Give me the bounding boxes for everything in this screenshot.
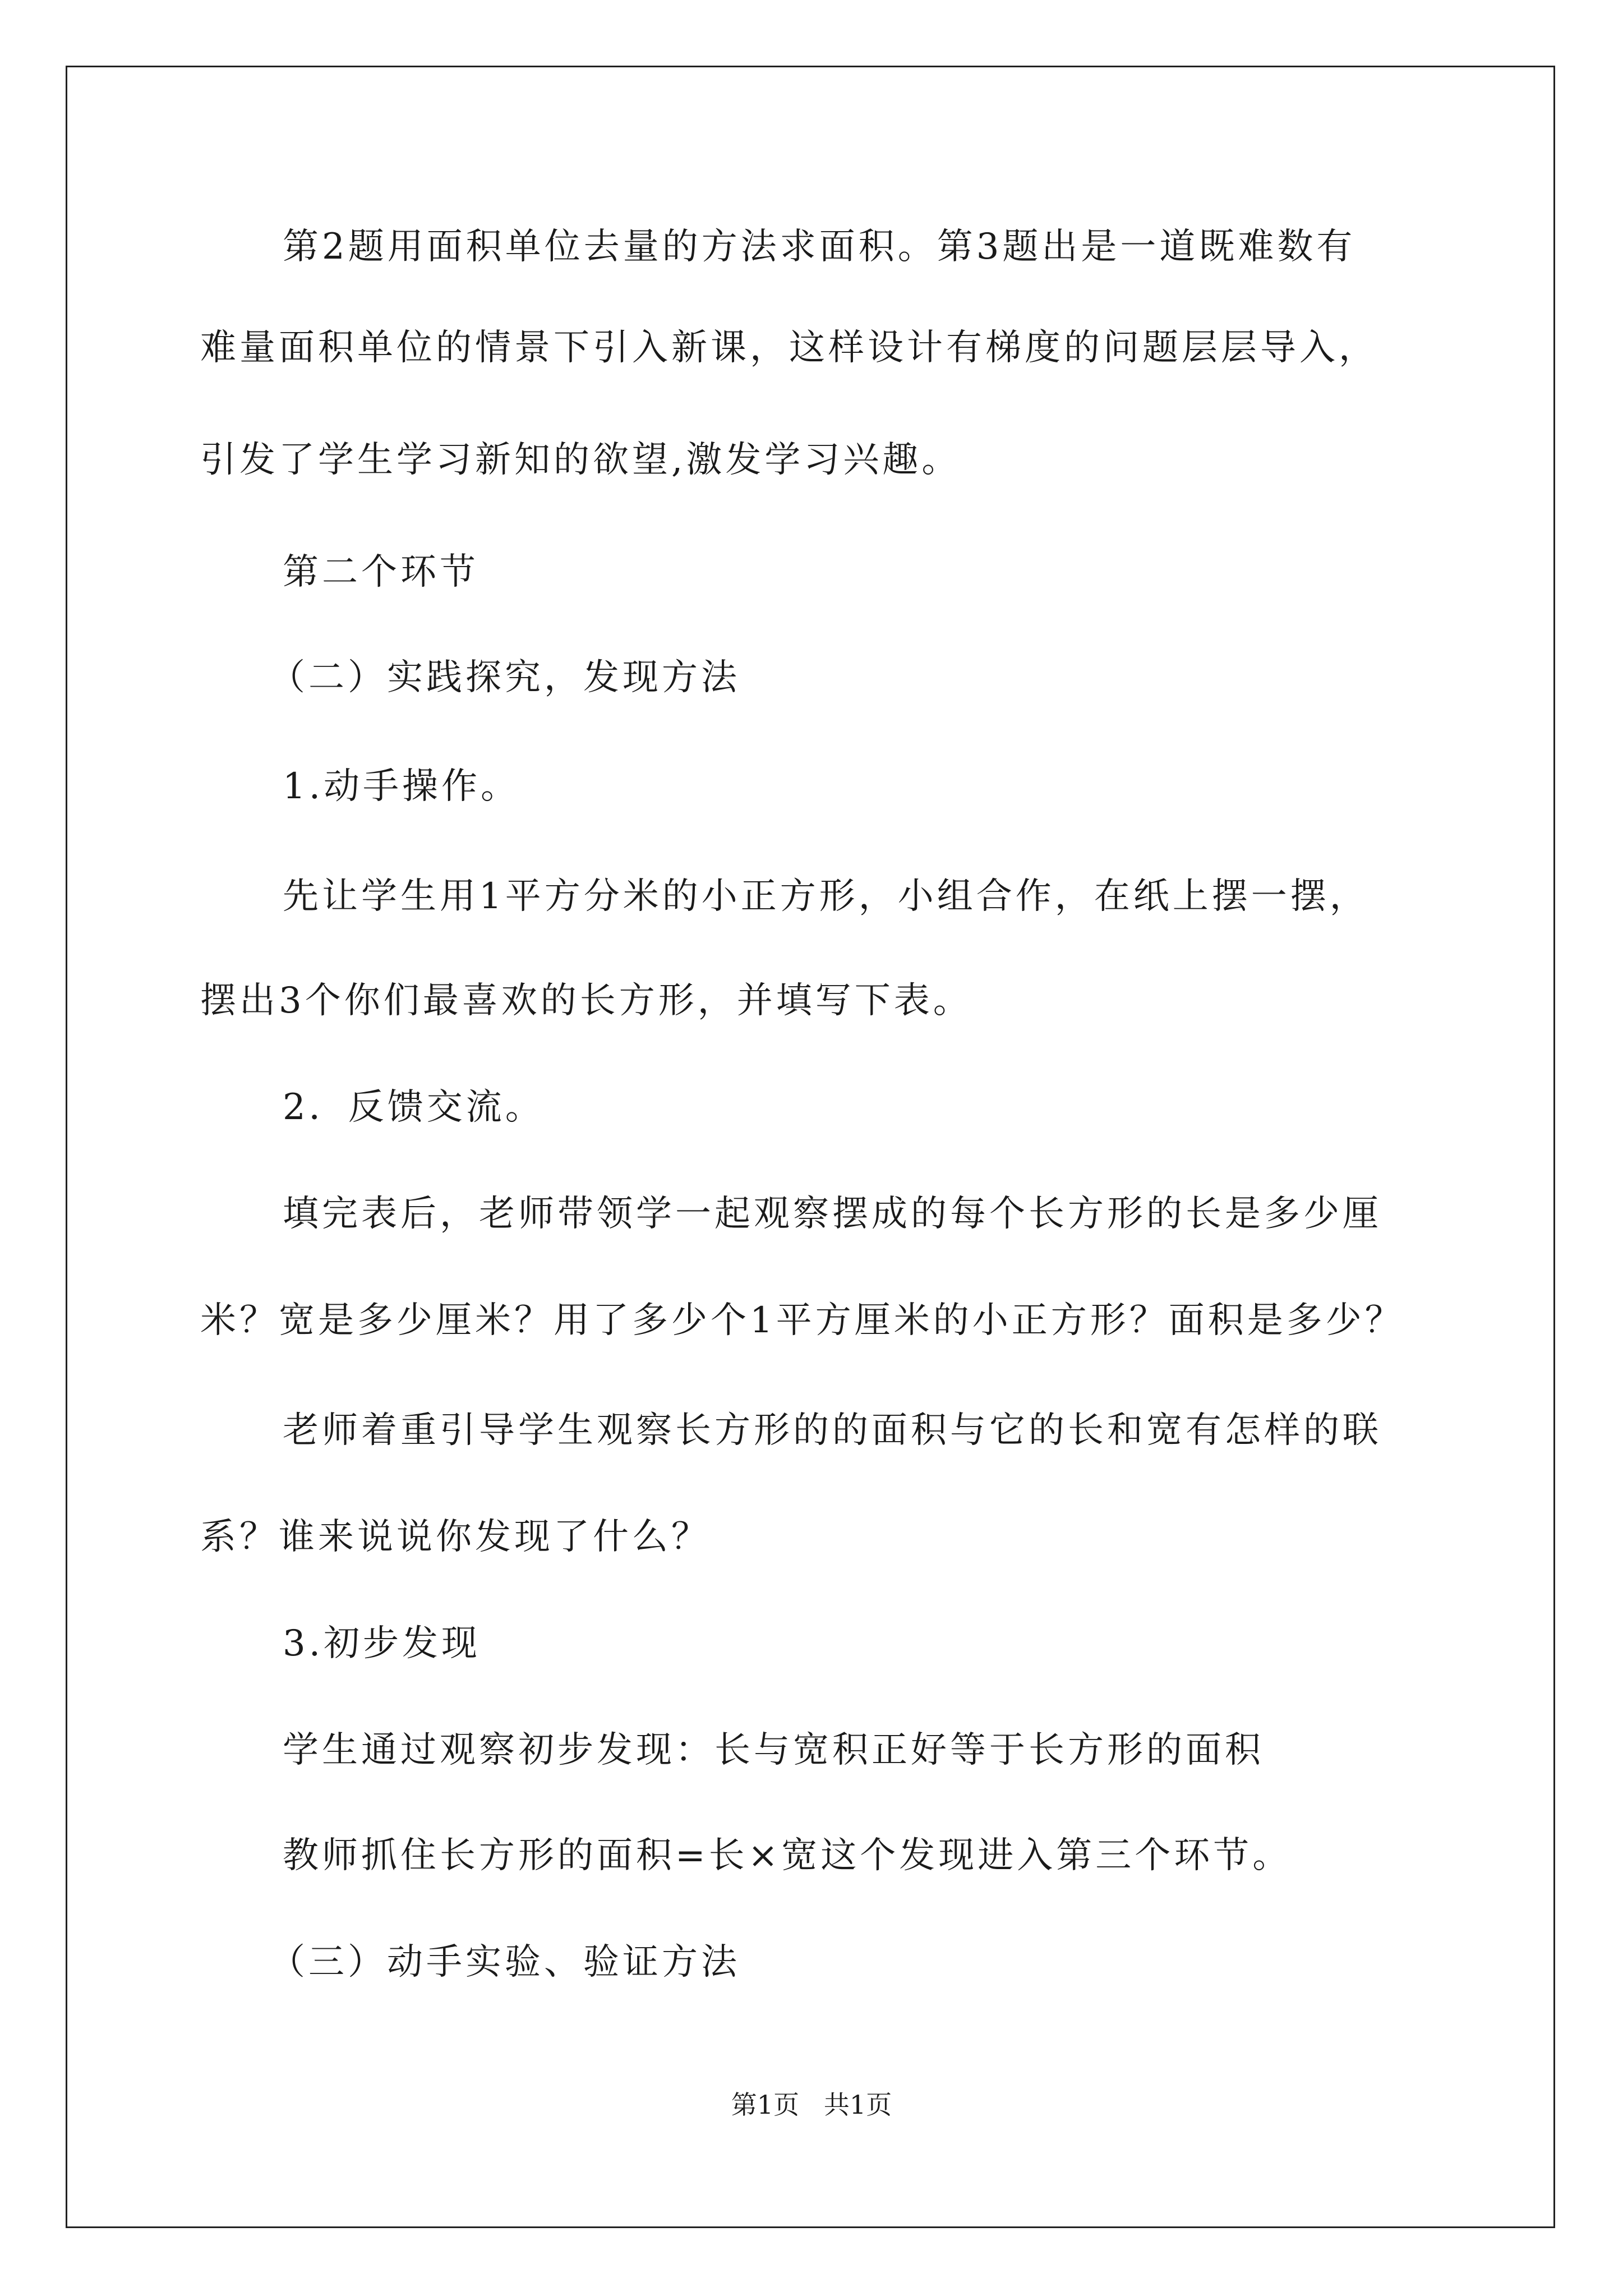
step-heading-1: 1.动手操作。	[283, 766, 520, 807]
paragraph-line-11: 米？宽是多少厘米？用了多少个1平方厘米的小正方形？面积是多少？	[200, 1300, 1404, 1341]
paragraph-line-7: 先让学生用1平方分米的小正方形，小组合作，在纸上摆一摆，	[283, 876, 1369, 917]
subsection-heading-2: （二）实践探究，发现方法	[269, 657, 740, 698]
paragraph-line-3: 引发了学生学习新知的欲望,激发学习兴趣。	[200, 439, 961, 481]
step-heading-2: 2．反馈交流。	[283, 1087, 545, 1128]
section-heading: 第二个环节	[283, 551, 479, 593]
step-heading-3: 3.初步发现	[283, 1623, 481, 1664]
paragraph-line-8: 摆出3个你们最喜欢的长方形，并填写下表。	[200, 980, 972, 1022]
paragraph-line-16: 教师抓住长方形的面积=长×宽这个发现进入第三个环节。	[283, 1835, 1292, 1876]
paragraph-line-1: 第2题用面积单位去量的方法求面积。第3题出是一道既难数有	[283, 226, 1356, 268]
paragraph-line-10: 填完表后，老师带领学一起观察摆成的每个长方形的长是多少厘	[283, 1193, 1382, 1235]
page-border	[66, 66, 1555, 2228]
paragraph-line-13: 系？谁来说说你发现了什么？	[200, 1516, 711, 1558]
page-footer: 第1页 共1页	[731, 2090, 892, 2120]
paragraph-line-12: 老师着重引导学生观察长方形的的面积与它的长和宽有怎样的联	[283, 1410, 1382, 1451]
paragraph-line-2: 难量面积单位的情景下引入新课，这样设计有梯度的问题层层导入，	[200, 327, 1378, 369]
subsection-heading-3: （三）动手实验、验证方法	[269, 1941, 740, 1983]
paragraph-line-15: 学生通过观察初步发现：长与宽积正好等于长方形的面积	[283, 1729, 1264, 1771]
